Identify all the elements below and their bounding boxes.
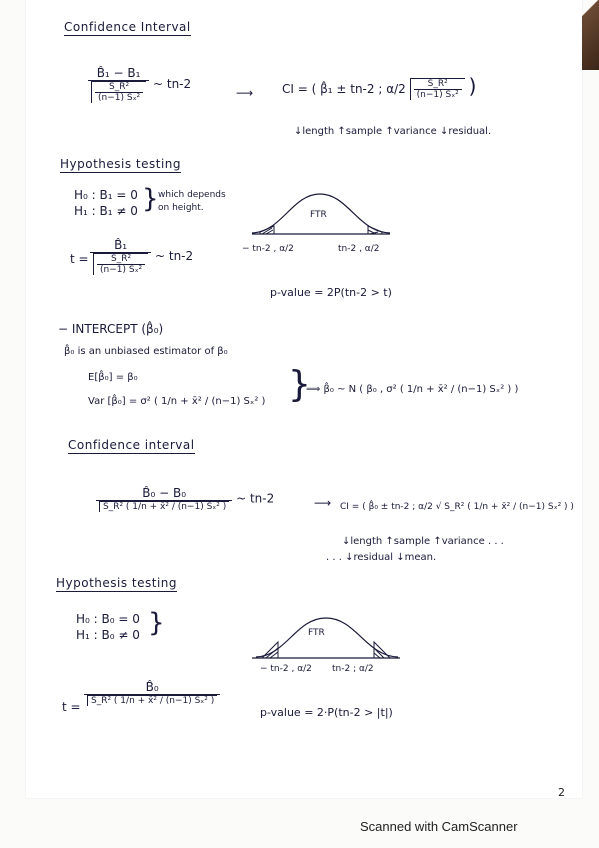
- left-critical-2: − tn-2 , α/2: [260, 664, 312, 674]
- brace: }: [142, 184, 159, 214]
- ci-note: ↓length ↑sample ↑variance ↓residual.: [294, 126, 492, 137]
- ci-close-paren: ): [468, 74, 477, 98]
- p-value-1: p-value = 2P(tn-2 > t): [270, 286, 392, 299]
- ci-sqrt-den: (n−1) Sₓ²: [414, 89, 462, 100]
- ci-note-2b: . . . ↓residual ↓mean.: [326, 552, 437, 563]
- ci-beta1: [282, 74, 476, 100]
- t-den-den: (n−1) Sₓ²: [97, 264, 145, 275]
- heading-intercept: − INTERCEPT (β̂₀): [58, 322, 164, 336]
- ci-beta0: CI = ( β̂₀ ± tn-2 ; α/2 √ S_R² ( 1/n + x̄² / (n−1) Sₓ² ) ): [340, 502, 574, 512]
- distribution-label: ~ tn-2: [153, 77, 192, 91]
- scanned-page: [26, 0, 582, 798]
- brace-2: }: [148, 608, 165, 638]
- ci-sqrt-num: S_R²: [427, 79, 448, 89]
- left-critical-1: − tn-2 , α/2: [242, 244, 294, 254]
- arrow-1: ⟶: [236, 86, 254, 100]
- brace-note-1: which depends: [158, 190, 226, 200]
- t-stat-beta1: [90, 238, 193, 275]
- heading-hypothesis-testing: Hypothesis testing: [60, 157, 182, 171]
- stat-den-num: S_R²: [109, 82, 130, 92]
- ci-note-2a: ↓length ↑sample ↑variance . . .: [342, 536, 504, 547]
- ftr-label-2: FTR: [308, 628, 325, 638]
- t0-den: S_R² ( 1/n + x̄² / (n−1) Sₓ² ): [87, 695, 217, 706]
- beta0-test-statistic: [96, 486, 274, 512]
- dist0: ~ tn-2: [236, 491, 275, 506]
- brace-note-2: on height.: [158, 203, 204, 213]
- t-distribution-curve-2: [252, 612, 402, 664]
- normal-distribution: ⟹ β̂₀ ~ N ( β₀ , σ² ( 1/n + x̄² / (n−1) Sₓ² ) ): [306, 384, 519, 395]
- heading-hypothesis-testing-2: Hypothesis testing: [56, 576, 178, 590]
- right-critical-1: tn-2 , α/2: [338, 244, 380, 254]
- t-num: B̂₁: [114, 238, 128, 252]
- variance: Var [β̂₀] = σ² ( 1/n + x̄² / (n−1) Sₓ² ): [88, 396, 266, 407]
- big-brace: }: [288, 364, 311, 405]
- arrow-2: ⟶: [314, 496, 332, 510]
- t0-num: B̂₀: [145, 680, 159, 694]
- h0-beta0: H₀ : B₀ = 0: [76, 612, 140, 626]
- stat0-den: S_R² ( 1/n + x̄² / (n−1) Sₓ² ): [99, 501, 229, 512]
- right-critical-2: tn-2 ; α/2: [332, 664, 374, 674]
- ci-lhs: CI = ( β̂₁ ± tn-2 ; α/2: [282, 82, 406, 96]
- expectation: E[β̂₀] = β₀: [88, 372, 138, 383]
- t-lhs-1: t =: [70, 252, 89, 266]
- t-den-num: S_R²: [111, 254, 132, 264]
- beta1-test-statistic: [88, 66, 191, 103]
- page-number: 2: [558, 786, 565, 799]
- unbiased-note: β̂₀ is an unbiased estimator of β₀: [64, 346, 228, 357]
- scanner-watermark: Scanned with CamScanner: [360, 819, 518, 834]
- t-stat-beta0: [84, 680, 220, 706]
- h1-beta1: H₁ : B₁ ≠ 0: [74, 204, 138, 218]
- stat-numerator: B̂₁ − B₁: [96, 66, 141, 80]
- p-value-2: p-value = 2·P(tn-2 > |t|): [260, 706, 393, 719]
- h1-beta0: H₁ : B₀ ≠ 0: [76, 628, 140, 642]
- heading-confidence-interval: Confidence Interval: [64, 20, 191, 34]
- heading-confidence-interval-2: Confidence interval: [68, 438, 195, 452]
- stat-den-den: (n−1) Sₓ²: [95, 92, 143, 103]
- stat0-num: B̂₀ − B₀: [142, 486, 187, 500]
- h0-beta1: H₀ : B₁ = 0: [74, 188, 138, 202]
- ftr-label-1: FTR: [310, 210, 327, 220]
- t-dist: ~ tn-2: [155, 249, 194, 263]
- t-lhs-2: t =: [62, 700, 81, 714]
